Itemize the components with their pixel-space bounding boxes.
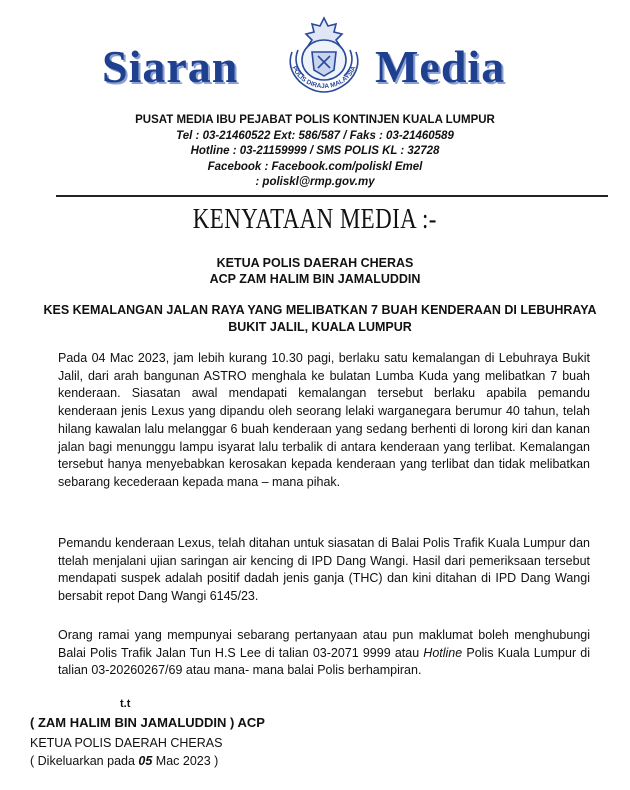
signatory-role: KETUA POLIS DAERAH CHERAS: [30, 736, 223, 750]
email-line: : poliskl@rmp.gov.my: [255, 176, 375, 188]
svg-text:POLIS DIRAJA MALAYSIA: POLIS DIRAJA MALAYSIA: [290, 65, 358, 91]
paragraph-2: Pemandu kenderaan Lexus, telah ditahan untuk siasatan di Balai Polis Trafik Kuala Lumpur dan ttelah menjalani ujian saringan air kencing di IPD Dang Wangi. Hasil dari pemeriksaan tersebut mendapati suspek adalah positif dadah jenis ganja (THC) dan kini ditahan di IPD Dang Wangi bersabit repot Dang Wangi 6145/23.: [58, 536, 590, 604]
headline: [40, 302, 600, 336]
signatory-name: ( ZAM HALIM BIN JAMALUDDIN ) ACP: [30, 715, 265, 730]
officer-block: [0, 255, 630, 287]
paragraph-3-text-a: Orang ramai yang mempunyai sebarang pertanyaan atau pun maklumat boleh menghubungi Balai Polis Trafik Jalan Tun H.S Lee di talian 03-2071 9999 atau: [58, 628, 590, 660]
paragraph-3: [58, 627, 590, 680]
officer-name: ACP ZAM HALIM BIN JAMALUDDIN: [209, 272, 421, 286]
paragraph-1: Pada 04 Mac 2023, jam lebih kurang 10.30 pagi, berlaku satu kemalangan di Lebuhraya Bukit Jalil, dari arah bangunan ASTRO menghala ke bulatan Lumba Kuda yang melibatkan 7 buah kenderaan. Siasatan awal mendapati kemalangan tersebut berlaku apabila pemandu kenderaan jenis Lexus yang dipandu oleh seorang lelaki warganegara berumur 40 tahun, telah hilang kawalan lalu melanggar 6 buah kenderaan yang sedang berhenti di lorong kiri dan kanan jalan bagi menunggu lampu isyarat lalu terbalik di antara kenderaan yang terlibat. Kemalangan tersebut hanya menyebabkan kerosakan kepada kenderaan yang terlibat dan tidak melibatkan sebarang kecederaan kepada mana – mana pihak.: [58, 351, 590, 489]
issue-date-suffix: Mac 2023 ): [152, 754, 219, 768]
signature-mark: t.t: [120, 698, 131, 710]
issue-date-day: 05: [138, 754, 153, 768]
hotline-word: Hotline: [423, 645, 463, 660]
headline-line-2: BUKIT JALIL, KUALA LUMPUR: [228, 320, 412, 334]
hotline-line: Hotline : 03-21159999 / SMS POLIS KL : 32728: [190, 145, 440, 157]
officer-title: KETUA POLIS DAERAH CHERAS: [216, 256, 414, 270]
facebook-line: Facebook : Facebook.com/poliskl Emel: [207, 160, 423, 173]
contact-block: [0, 113, 630, 191]
letterhead: [0, 0, 630, 110]
issue-date-prefix: ( Dikeluarkan pada: [30, 754, 139, 768]
paragraph-3-text-b: Polis Kuala Lumpur di talian 03-20260267/69 atau mana- mana balai Polis berhampiran.: [58, 645, 590, 678]
police-crest-icon: [278, 12, 370, 96]
document-heading: [0, 204, 630, 236]
header-divider: [56, 195, 608, 197]
phone-line: Tel : 03-21460522 Ext: 586/587 / Faks : 03-21460589: [176, 129, 454, 142]
document-heading-text: KENYATAAN MEDIA :-: [192, 204, 438, 235]
title-media: Media: [375, 41, 506, 92]
issue-date: [30, 754, 218, 768]
media-centre-name: PUSAT MEDIA IBU PEJABAT POLIS KONTINJEN KUALA LUMPUR: [135, 114, 495, 126]
headline-line-1: KES KEMALANGAN JALAN RAYA YANG MELIBATKAN 7 BUAH KENDERAAN DI LEBUHRAYA: [43, 303, 597, 317]
title-siaran: Siaran: [102, 41, 239, 92]
